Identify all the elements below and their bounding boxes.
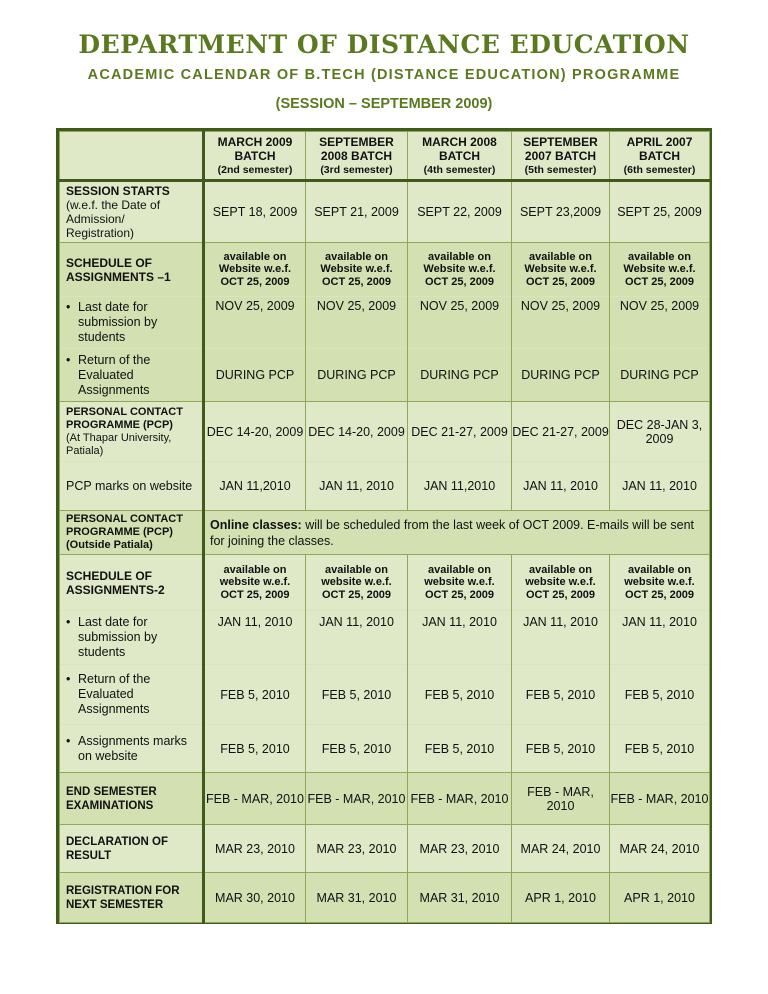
pcp-date-cell: DEC 21-27, 2009 — [512, 402, 610, 462]
assign2-last-date-cell: JAN 11, 2010 — [204, 611, 306, 665]
session-start-cell: SEPT 21, 2009 — [306, 181, 408, 243]
result-cell: MAR 23, 2010 — [204, 825, 306, 873]
header-row — [60, 132, 710, 181]
assign2-avail-row — [60, 555, 710, 611]
col-header-5: APRIL 2007 BATCH (6th semester) — [610, 132, 710, 181]
col-header-2: SEPTEMBER 2008 BATCH (3rd semester) — [306, 132, 408, 181]
assign1-return-cell: DURING PCP — [610, 349, 710, 402]
assign1-avail-cell: available on Website w.e.f. OCT 25, 2009 — [610, 243, 710, 297]
result-cell: MAR 24, 2010 — [610, 825, 710, 873]
assign2-title: SCHEDULE OF ASSIGNMENTS-2 — [60, 555, 204, 611]
assign2-marks-label: • Assignments marks on website — [60, 725, 204, 773]
end-sem-cell: FEB - MAR, 2010 — [204, 773, 306, 825]
registration-cell: MAR 30, 2010 — [204, 873, 306, 923]
assign2-avail-cell: available on website w.e.f. OCT 25, 2009 — [408, 555, 512, 611]
assign2-last-date-label: • Last date for submission by students — [60, 611, 204, 665]
assign1-last-date-cell: NOV 25, 2009 — [408, 297, 512, 349]
corner-cell — [60, 132, 204, 181]
assign1-avail-cell: available on Website w.e.f. OCT 25, 2009 — [204, 243, 306, 297]
assign2-return-cell: FEB 5, 2010 — [408, 665, 512, 725]
assign2-marks-cell: FEB 5, 2010 — [512, 725, 610, 773]
assign2-return-cell: FEB 5, 2010 — [306, 665, 408, 725]
assign2-last-date-cell: JAN 11, 2010 — [610, 611, 710, 665]
end-sem-cell: FEB - MAR, 2010 — [408, 773, 512, 825]
assign2-marks-cell: FEB 5, 2010 — [408, 725, 512, 773]
end-sem-cell: FEB - MAR, 2010 — [610, 773, 710, 825]
session-start-cell: SEPT 18, 2009 — [204, 181, 306, 243]
end-sem-row — [60, 773, 710, 825]
registration-cell: APR 1, 2010 — [512, 873, 610, 923]
session-start-cell: SEPT 23,2009 — [512, 181, 610, 243]
assign2-avail-cell: available on website w.e.f. OCT 25, 2009 — [512, 555, 610, 611]
assign2-marks-row — [60, 725, 710, 773]
result-cell: MAR 23, 2010 — [306, 825, 408, 873]
end-sem-cell: FEB - MAR, 2010 — [512, 773, 610, 825]
assign2-marks-cell: FEB 5, 2010 — [204, 725, 306, 773]
pcp-marks-cell: JAN 11, 2010 — [512, 462, 610, 511]
pcp-marks-cell: JAN 11, 2010 — [306, 462, 408, 511]
result-cell: MAR 23, 2010 — [408, 825, 512, 873]
assign1-avail-cell: available on Website w.e.f. OCT 25, 2009 — [512, 243, 610, 297]
assign1-avail-cell: available on Website w.e.f. OCT 25, 2009 — [306, 243, 408, 297]
assign2-last-date-cell: JAN 11, 2010 — [408, 611, 512, 665]
assign2-last-date-row — [60, 611, 710, 665]
assign1-return-cell: DURING PCP — [306, 349, 408, 402]
pcp-marks-cell: JAN 11,2010 — [408, 462, 512, 511]
assign1-avail-cell: available on Website w.e.f. OCT 25, 2009 — [408, 243, 512, 297]
assign2-avail-cell: available on website w.e.f. OCT 25, 2009 — [204, 555, 306, 611]
assign1-last-date-cell: NOV 25, 2009 — [610, 297, 710, 349]
pcp-outside-row — [60, 511, 710, 555]
pcp-date-cell: DEC 14-20, 2009 — [204, 402, 306, 462]
assign1-return-cell: DURING PCP — [512, 349, 610, 402]
session-starts-row — [60, 181, 710, 243]
pcp-outside-label: PERSONAL CONTACT PROGRAMME (PCP) (Outside Patiala) — [60, 511, 204, 555]
end-sem-label: END SEMESTER EXAMINATIONS — [60, 773, 204, 825]
assign1-return-cell: DURING PCP — [204, 349, 306, 402]
online-classes-note: Online classes: will be scheduled from the last week of OCT 2009. E-mails will be sent for joining the classes. — [204, 511, 710, 555]
assign2-return-cell: FEB 5, 2010 — [610, 665, 710, 725]
assign1-last-date-cell: NOV 25, 2009 — [306, 297, 408, 349]
assign1-avail-row — [60, 243, 710, 297]
department-title: DEPARTMENT OF DISTANCE EDUCATION — [78, 30, 690, 59]
assign2-avail-cell: available on website w.e.f. OCT 25, 2009 — [306, 555, 408, 611]
session-start-cell: SEPT 25, 2009 — [610, 181, 710, 243]
registration-cell: MAR 31, 2010 — [306, 873, 408, 923]
calendar-subtitle: ACADEMIC CALENDAR OF B.TECH (DISTANCE EDUCATION) PROGRAMME — [87, 67, 681, 83]
session-starts-label: SESSION STARTS (w.e.f. the Date of Admission/ Registration) — [60, 181, 204, 243]
pcp-label: PERSONAL CONTACT PROGRAMME (PCP) (At Thapar University, Patiala) — [60, 402, 204, 462]
result-row — [60, 825, 710, 873]
assign1-title: SCHEDULE OF ASSIGNMENTS –1 — [60, 243, 204, 297]
session-start-cell: SEPT 22, 2009 — [408, 181, 512, 243]
assign2-last-date-cell: JAN 11, 2010 — [306, 611, 408, 665]
pcp-date-cell: DEC 21-27, 2009 — [408, 402, 512, 462]
result-label: DECLARATION OF RESULT — [60, 825, 204, 873]
assign1-return-cell: DURING PCP — [408, 349, 512, 402]
academic-calendar-table — [56, 128, 712, 924]
col-header-4: SEPTEMBER 2007 BATCH (5th semester) — [512, 132, 610, 181]
pcp-dates-row — [60, 402, 710, 462]
pcp-date-cell: DEC 14-20, 2009 — [306, 402, 408, 462]
assign2-marks-cell: FEB 5, 2010 — [610, 725, 710, 773]
pcp-marks-cell: JAN 11,2010 — [204, 462, 306, 511]
assign2-return-label: • Return of the Evaluated Assignments — [60, 665, 204, 725]
registration-cell: APR 1, 2010 — [610, 873, 710, 923]
result-cell: MAR 24, 2010 — [512, 825, 610, 873]
registration-label: REGISTRATION FOR NEXT SEMESTER — [60, 873, 204, 923]
assign1-last-date-cell: NOV 25, 2009 — [204, 297, 306, 349]
registration-cell: MAR 31, 2010 — [408, 873, 512, 923]
registration-row — [60, 873, 710, 923]
assign1-last-date-label: • Last date for submission by students — [60, 297, 204, 349]
assign2-return-row — [60, 665, 710, 725]
assign1-return-row — [60, 349, 710, 402]
assign2-marks-cell: FEB 5, 2010 — [306, 725, 408, 773]
assign2-avail-cell: available on website w.e.f. OCT 25, 2009 — [610, 555, 710, 611]
col-header-1: MARCH 2009 BATCH (2nd semester) — [204, 132, 306, 181]
assign1-last-date-cell: NOV 25, 2009 — [512, 297, 610, 349]
pcp-marks-label: PCP marks on website — [60, 462, 204, 511]
pcp-marks-row — [60, 462, 710, 511]
pcp-marks-cell: JAN 11, 2010 — [610, 462, 710, 511]
assign2-return-cell: FEB 5, 2010 — [204, 665, 306, 725]
assign1-last-date-row — [60, 297, 710, 349]
session-label: (SESSION – SEPTEMBER 2009) — [275, 96, 493, 112]
end-sem-cell: FEB - MAR, 2010 — [306, 773, 408, 825]
assign2-last-date-cell: JAN 11, 2010 — [512, 611, 610, 665]
pcp-date-cell: DEC 28-JAN 3, 2009 — [610, 402, 710, 462]
assign2-return-cell: FEB 5, 2010 — [512, 665, 610, 725]
assign1-return-label: • Return of the Evaluated Assignments — [60, 349, 204, 402]
col-header-3: MARCH 2008 BATCH (4th semester) — [408, 132, 512, 181]
